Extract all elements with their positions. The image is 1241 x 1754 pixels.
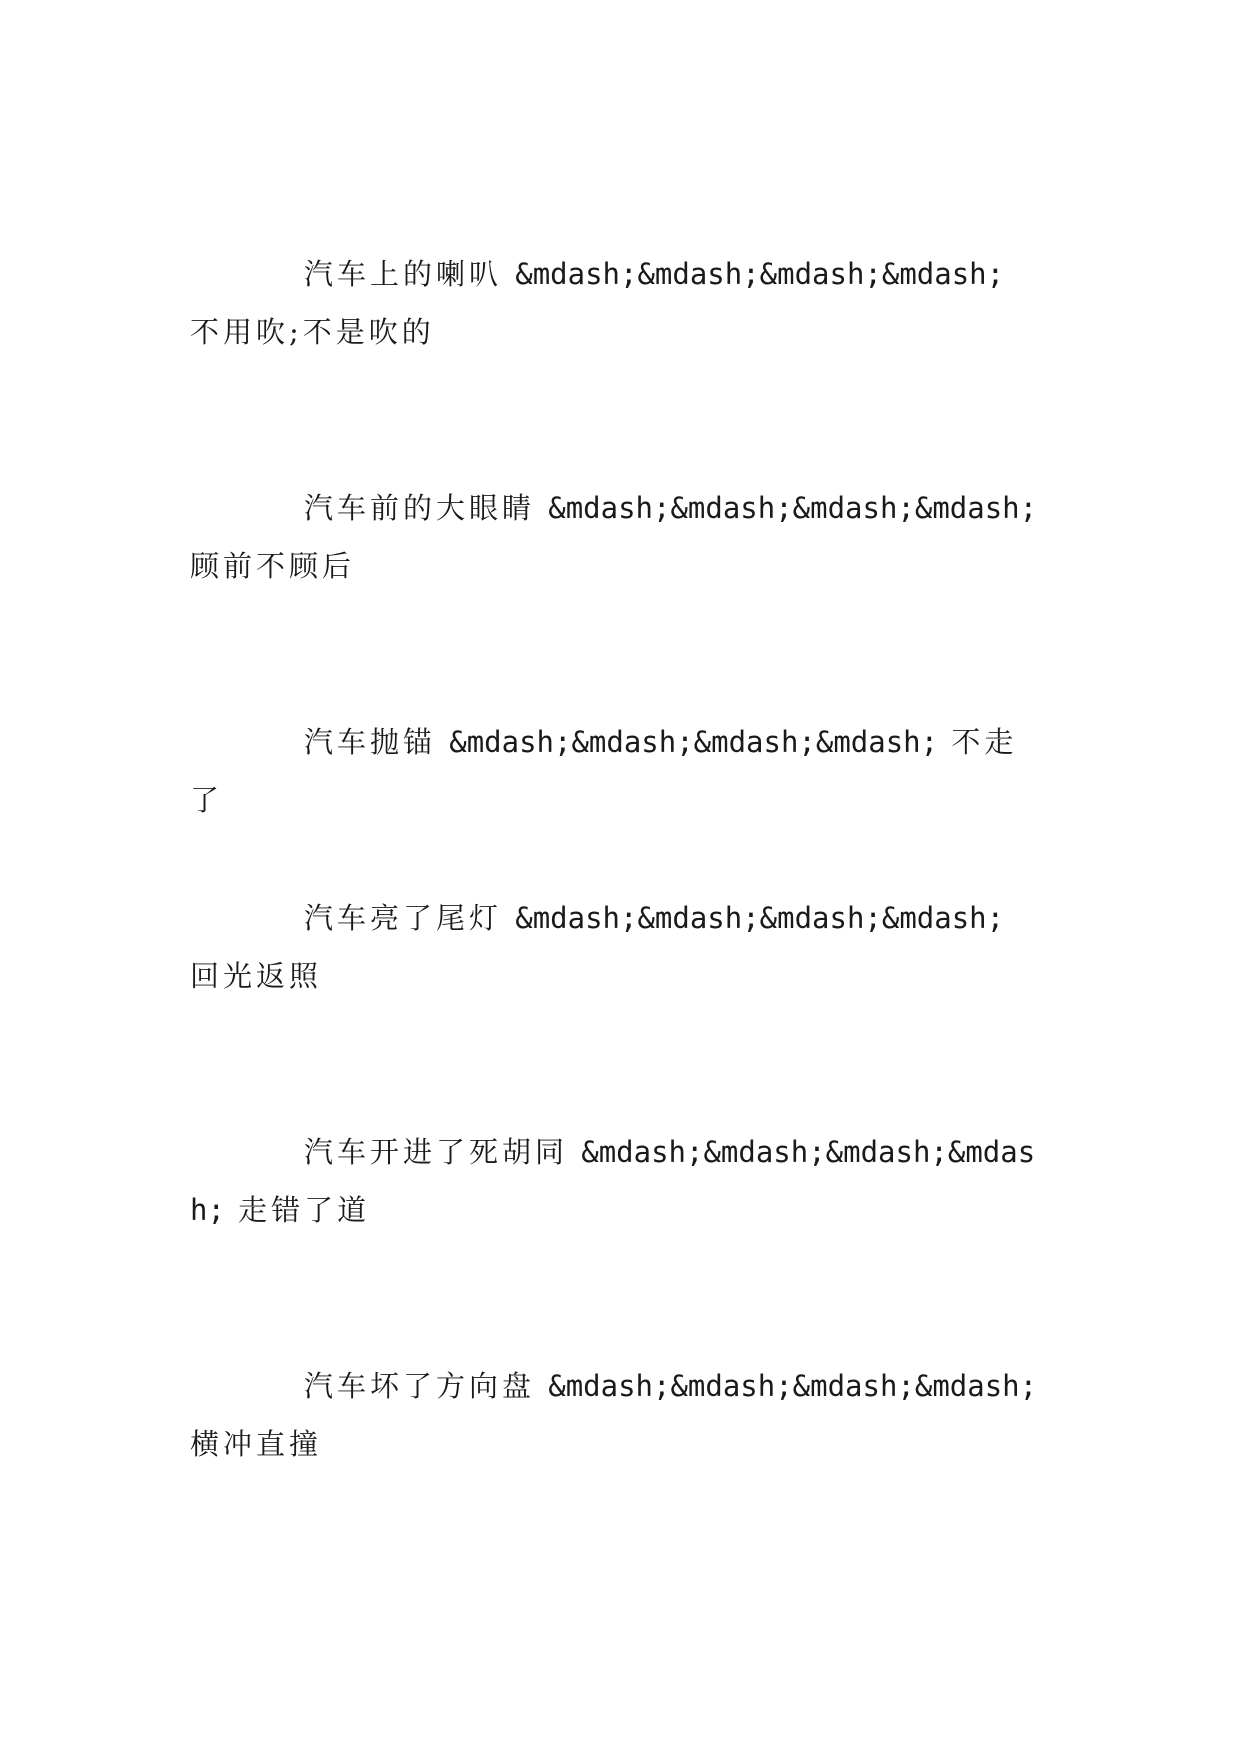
entry-separator: &mdash;&mdash;&mdash;&mdash; bbox=[548, 1369, 1038, 1403]
entry-lead: 汽车上的喇叭 bbox=[304, 257, 503, 291]
entry-tail: 走错了道 bbox=[238, 1193, 371, 1227]
xiehouyu-entry-6 bbox=[190, 1357, 1050, 1473]
xiehouyu-entry-5 bbox=[190, 1123, 1050, 1239]
entry-tail: 横冲直撞 bbox=[190, 1427, 323, 1461]
xiehouyu-entry-4 bbox=[190, 889, 1050, 1005]
entry-separator: &mdash;&mdash;&mdash;&mdash; bbox=[190, 1135, 1036, 1227]
entry-tail: 回光返照 bbox=[190, 959, 323, 993]
entry-separator: &mdash;&mdash;&mdash;&mdash; bbox=[515, 901, 1005, 935]
entry-lead: 汽车开进了死胡同 bbox=[304, 1135, 569, 1169]
xiehouyu-entry-1 bbox=[190, 245, 1050, 361]
entry-tail: 不走了 bbox=[190, 725, 1018, 817]
entry-lead: 汽车亮了尾灯 bbox=[304, 901, 503, 935]
xiehouyu-entry-2 bbox=[190, 479, 1050, 595]
entry-separator: &mdash;&mdash;&mdash;&mdash; bbox=[548, 491, 1038, 525]
entry-lead: 汽车坏了方向盘 bbox=[304, 1369, 536, 1403]
entry-tail: 不用吹;不是吹的 bbox=[190, 315, 435, 349]
entry-separator: &mdash;&mdash;&mdash;&mdash; bbox=[449, 725, 939, 759]
entry-lead: 汽车前的大眼睛 bbox=[304, 491, 536, 525]
entry-separator: &mdash;&mdash;&mdash;&mdash; bbox=[515, 257, 1005, 291]
xiehouyu-entry-3 bbox=[190, 713, 1050, 829]
entry-tail: 顾前不顾后 bbox=[190, 549, 356, 583]
entry-lead: 汽车抛锚 bbox=[304, 725, 437, 759]
